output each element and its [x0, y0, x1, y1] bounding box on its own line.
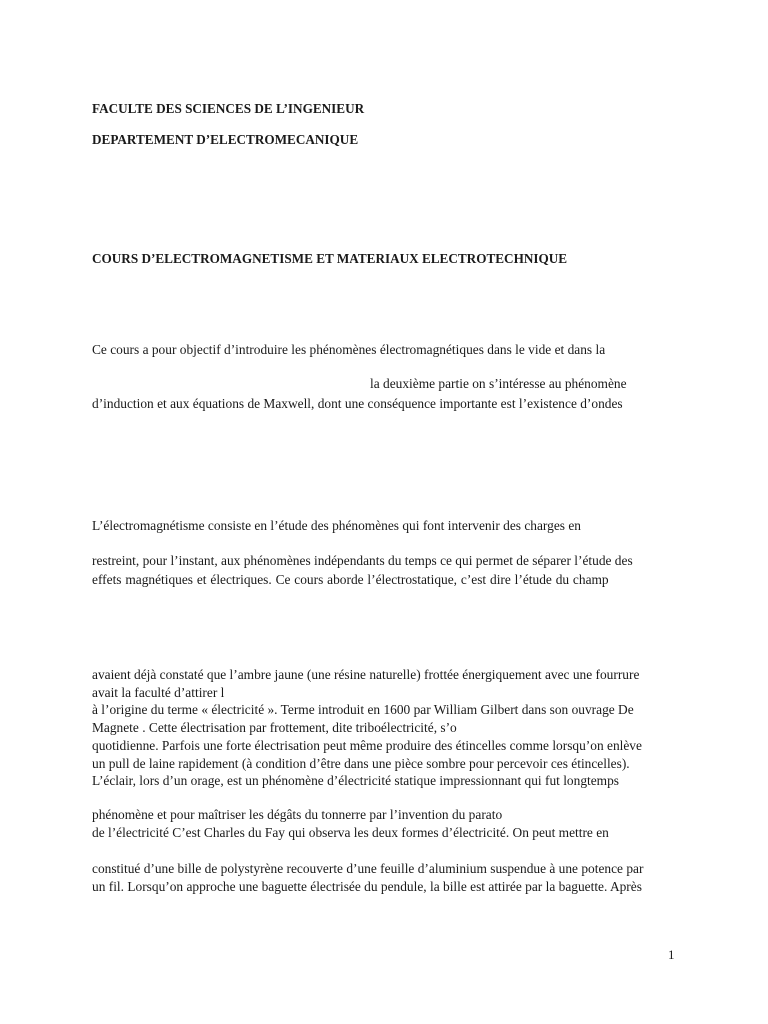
intro-line-2: la deuxième partie on s’intéresse au phénomène	[370, 376, 627, 391]
page-number: 1	[668, 947, 675, 962]
section3-line-4: Magnete . Cette électrisation par frottement, dite triboélectricité, s’o	[92, 720, 457, 735]
section2-line-1: L’électromagnétisme consiste en l’étude des phénomènes qui font intervenir des charges en	[92, 518, 581, 533]
section3-line-6: un pull de laine rapidement (à condition d’être dans une pièce sombre pour percevoir ces étincelles).	[92, 756, 630, 771]
section3-line-9: de l’électricité C’est Charles du Fay qui observa les deux formes d’électricité. On peut mettre en	[92, 825, 609, 840]
section2-line-3: effets magnétiques et électriques. Ce cours aborde l’électrostatique, c’est dire l’étude du champ	[92, 572, 609, 587]
department-heading: DEPARTEMENT D’ELECTROMECANIQUE	[92, 132, 359, 147]
section3-line-5: quotidienne. Parfois une forte électrisation peut même produire des étincelles comme lorsqu’on enlève	[92, 738, 642, 753]
section3-line-7: L’éclair, lors d’un orage, est un phénomène d’électricité statique impressionnant qui fut longtemps	[92, 773, 620, 788]
course-title: COURS D’ELECTROMAGNETISME ET MATERIAUX ELECTROTECHNIQUE	[92, 251, 568, 266]
section3-line-10: constitué d’une bille de polystyrène recouverte d’une feuille d’aluminium suspendue à une potence par	[92, 861, 644, 876]
section3-line-1: avaient déjà constaté que l’ambre jaune (une résine naturelle) frottée énergiquement avec une fourrure	[92, 667, 640, 682]
intro-line-3: d’induction et aux équations de Maxwell, dont une conséquence importante est l’existence d’ondes	[92, 396, 623, 411]
section3-line-8: phénomène et pour maîtriser les dégâts du tonnerre par l’invention du parato	[92, 807, 503, 822]
section3-line-3: à l’origine du terme « électricité ». Terme introduit en 1600 par William Gilbert dans son ouvrage De	[92, 702, 634, 717]
section3-line-11: un fil. Lorsqu’on approche une baguette électrisée du pendule, la bille est attirée par la baguette. Après	[92, 879, 642, 894]
section3-line-2: avait la faculté d’attirer l	[92, 685, 225, 700]
section2-line-2: restreint, pour l’instant, aux phénomènes indépendants du temps ce qui permet de séparer l’étude des	[92, 553, 633, 568]
intro-line-1: Ce cours a pour objectif d’introduire les phénomènes électromagnétiques dans le vide et dans la	[92, 342, 606, 357]
faculty-heading: FACULTE DES SCIENCES DE L’INGENIEUR	[92, 101, 365, 116]
